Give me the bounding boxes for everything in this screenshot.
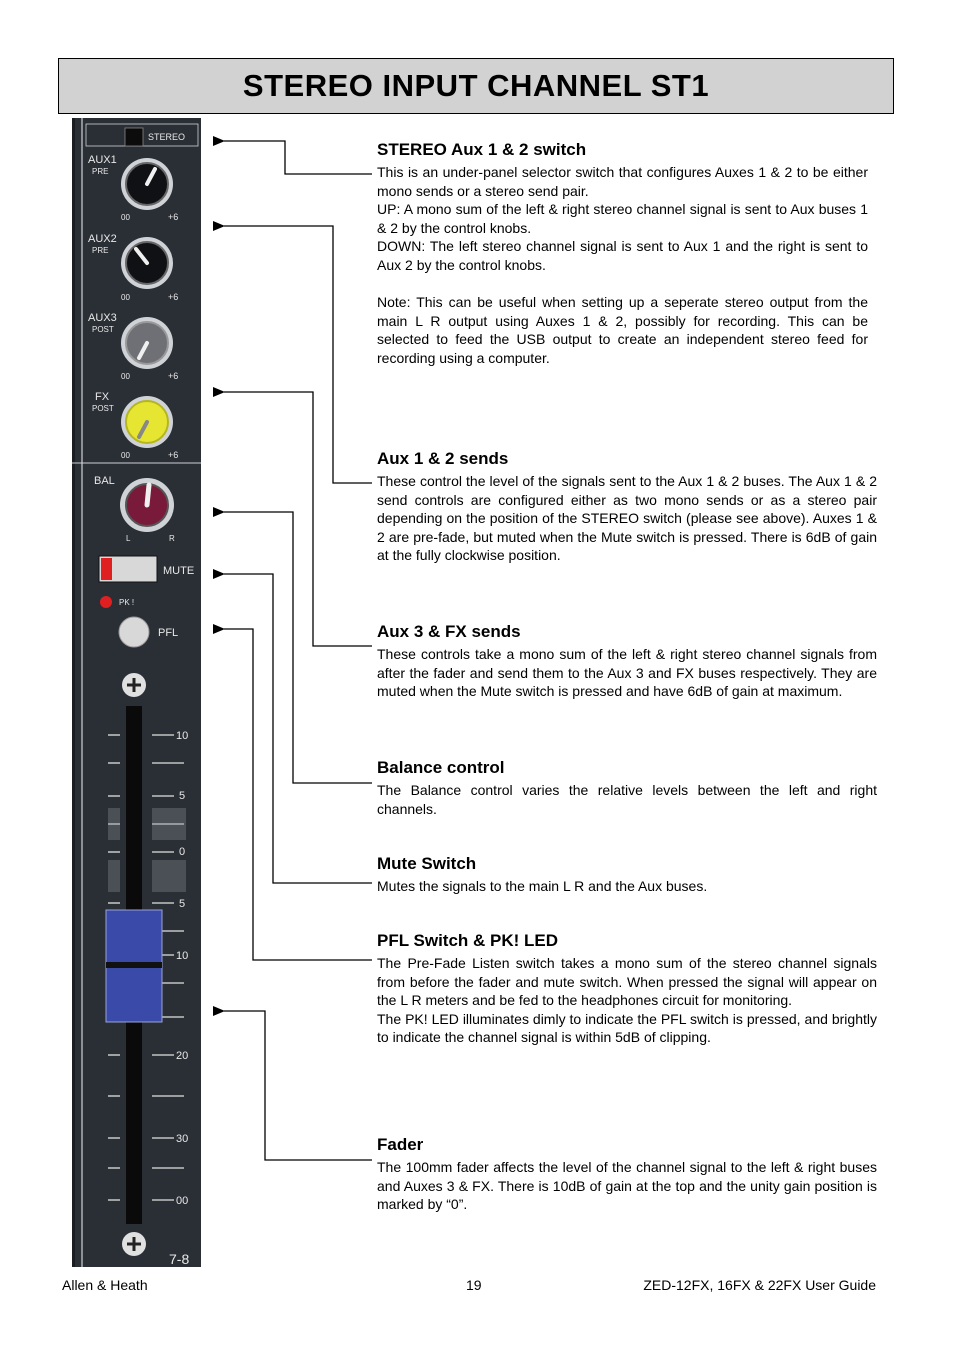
svg-text:5: 5 — [179, 790, 186, 802]
pk-led — [100, 596, 112, 608]
svg-text:00: 00 — [121, 372, 130, 381]
svg-text:30: 30 — [176, 1133, 189, 1145]
section-heading: STEREO Aux 1 & 2 switch — [377, 140, 587, 159]
svg-text:R: R — [169, 534, 175, 543]
bal-label: BAL — [94, 475, 115, 487]
page-title: STEREO INPUT CHANNEL ST1 — [242, 68, 710, 103]
fx-knob — [121, 396, 173, 448]
section-mute: Mute Switch Mutes the signals to the main L R and the Aux buses. — [377, 854, 877, 896]
callout-lines — [224, 141, 372, 1160]
svg-text:+6: +6 — [168, 292, 179, 302]
stereo-label: STEREO — [148, 132, 186, 142]
aux2-label: AUX2 — [88, 233, 117, 245]
section-pfl: PFL Switch & PK! LED The Pre-Fade Listen switch takes a mono sum of the stereo channel signals from before the fader and mute switch. When pressed the signal will appear on the L R meters and be fed to the headphones circuit for monitoring. The PK! LED illuminates dimly to indicate the PFL switch is pressed, and brightly to indicate the channel signal is within 5dB of clipping. — [377, 931, 877, 1046]
svg-text:00: 00 — [176, 1195, 189, 1207]
balance-knob — [120, 478, 174, 532]
section-heading: Fader — [377, 1135, 424, 1154]
screw-top — [122, 673, 146, 697]
svg-text:10: 10 — [176, 950, 189, 962]
aux1-label: AUX1 — [88, 154, 117, 166]
aux3-knob — [121, 317, 173, 369]
section-aux3-fx-sends: Aux 3 & FX sends These controls take a mono sum of the left & right stereo channel signals from after the fader and send them to the Aux 3 and FX buses respectively. They are muted when the Mute switch is pressed and have 6dB of gain at maximum. — [377, 622, 877, 700]
aux2-knob — [121, 237, 173, 289]
svg-text:PRE: PRE — [92, 167, 109, 176]
svg-text:5: 5 — [179, 898, 186, 910]
svg-text:0: 0 — [179, 846, 186, 858]
aux1-knob — [121, 158, 173, 210]
page-number: 19 — [466, 1277, 482, 1293]
section-heading: PFL Switch & PK! LED — [377, 931, 559, 950]
svg-text:00: 00 — [121, 451, 130, 460]
section-heading: Aux 1 & 2 sends — [377, 449, 509, 468]
svg-text:20: 20 — [176, 1050, 189, 1062]
section-fader: Fader The 100mm fader affects the level of the channel signal to the left & right buses and Auxes 3 & FX. There is 10dB of gain at the top and the unity gain position is marked by “0”. — [377, 1135, 877, 1213]
section-balance: Balance control The Balance control varies the relative levels between the left and right channels. — [377, 758, 877, 817]
aux3-label: AUX3 — [88, 312, 117, 324]
svg-text:POST: POST — [92, 404, 114, 413]
stereo-switch — [125, 128, 143, 146]
section-heading: Mute Switch — [377, 854, 477, 873]
fader-cap — [106, 910, 162, 1022]
section-aux12-sends: Aux 1 & 2 sends These control the level of the signals sent to the Aux 1 & 2 buses. The Aux 1 & 2 send controls are configured either as two mono sends or as a stereo pair depending on the position of the STEREO switch (please see above). Auxes 1 & 2 are pre-fade, but muted when the Mute switch is pressed. There is 6dB of gain at the fully clockwise position. — [377, 449, 877, 564]
section-heading: Balance control — [377, 758, 505, 777]
svg-text:00: 00 — [121, 293, 130, 302]
svg-text:L: L — [126, 534, 131, 543]
pfl-button — [119, 617, 149, 647]
svg-text:+6: +6 — [168, 371, 179, 381]
svg-text:00: 00 — [121, 213, 130, 222]
channel-number: 7-8 — [169, 1251, 190, 1267]
footer-left: Allen & Heath — [62, 1277, 148, 1293]
screw-bottom — [122, 1232, 146, 1256]
svg-text:PRE: PRE — [92, 246, 109, 255]
section-stereo-switch: STEREO Aux 1 & 2 switch This is an under-panel selector switch that configures Auxes 1 & 2 to be either mono sends or a stereo send pair. UP: A mono sum of the left & right stereo channel signal is sent to Aux buses 1 & 2 by the control knobs. DOWN: The left stereo channel signal is sent to Aux 1 and the right is sent to Aux 2 by the control knobs. Note: This can be useful when setting up a seperate stereo output from the main L R output using Auxes 1 & 2, possibly for recording. This can be selected to feed the USB output to create an independent stereo feed for recording using a computer. — [377, 140, 877, 368]
svg-text:POST: POST — [92, 325, 114, 334]
section-heading: Aux 3 & FX sends — [377, 622, 521, 641]
pk-label: PK ! — [119, 598, 135, 607]
footer-right: ZED-12FX, 16FX & 22FX User Guide — [643, 1277, 876, 1293]
svg-text:10: 10 — [176, 730, 189, 742]
svg-text:+6: +6 — [168, 212, 179, 222]
mute-label: MUTE — [163, 565, 195, 577]
fx-label: FX — [95, 391, 110, 403]
pfl-label: PFL — [158, 627, 179, 639]
svg-text:+6: +6 — [168, 450, 179, 460]
